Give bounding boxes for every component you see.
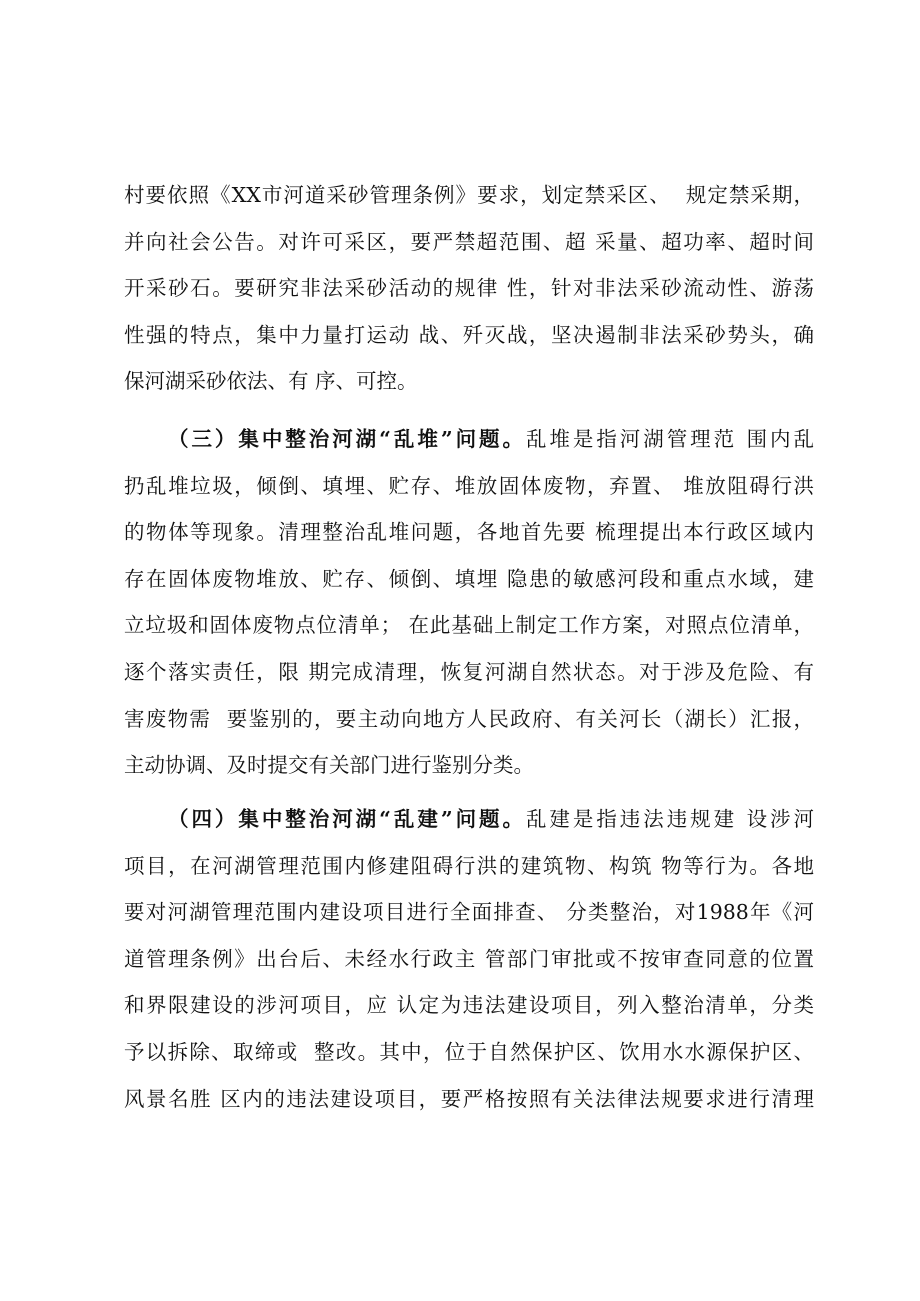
text-line: 风景名胜 区内的违法建设项目，要严格按照有关法律法规要求进行清理 <box>124 1086 814 1111</box>
text-line: 开采砂石。要研究非法采砂活动的规律 性，针对非法采砂流动性、游荡 <box>124 276 814 301</box>
paragraph-illegal-construction <box>124 796 814 1122</box>
text-line: 项目，在河湖管理范围内修建阻碍行洪的建筑物、构筑 物等行为。各地 <box>124 853 814 878</box>
text-line: 立垃圾和固体废物点位清单； 在此基础上制定工作方案，对照点位清单， <box>124 613 814 638</box>
text-line: 存在固体废物堆放、贮存、倾倒、填埋 隐患的敏感河段和重点水域，建 <box>124 566 814 591</box>
text-line: 的物体等现象。清理整治乱堆问题，各地首先要 梳理提出本行政区域内 <box>124 520 814 545</box>
paragraph-sand-mining <box>124 172 814 405</box>
paragraph-first-line <box>124 416 814 463</box>
text-run: 乱建是指违法违规建 设涉河 <box>525 807 814 831</box>
paragraph-first-line <box>124 796 814 843</box>
text-line: 道管理条例》出台后、未经水行政主 管部门审批或不按审查同意的位置 <box>124 946 814 971</box>
text-line: 和界限建设的涉河项目，应 认定为违法建设项目，列入整治清单，分类 <box>124 993 814 1018</box>
paragraph-disorderly-piling <box>124 416 814 789</box>
text-line: 逐个落实责任，限 期完成清理，恢复河湖自然状态。对于涉及危险、有 <box>124 659 814 684</box>
text-line: 要对河湖管理范围内建设项目进行全面排查、 分类整治，对1988年《河 <box>124 900 814 925</box>
text-line: 予以拆除、取缔或 整改。其中，位于自然保护区、饮用水水源保护区、 <box>124 1039 814 1064</box>
section-heading: （四）集中整治河湖“乱建”问题。 <box>168 807 526 831</box>
text-line: 扔乱堆垃圾，倾倒、填埋、贮存、堆放固体废物，弃置、 堆放阻碍行洪 <box>124 473 814 498</box>
text-line: 并向社会公告。对许可采区，要严禁超范围、超 采量、超功率、超时间 <box>124 229 814 254</box>
text-line: 主动协调、及时提交有关部门进行鉴别分类。 <box>124 753 534 778</box>
text-line: 性强的特点，集中力量打运动 战、歼灭战，坚决遏制非法采砂势头，确 <box>124 322 814 347</box>
text-line: 害废物需 要鉴别的，要主动向地方人民政府、有关河长（湖长）汇报， <box>124 706 814 731</box>
text-run: 乱堆是指河湖管理范 围内乱 <box>525 427 814 451</box>
text-line: 村要依照《XX市河道采砂管理条例》要求，划定禁采区、 规定禁采期， <box>124 183 814 207</box>
text-line: 保河湖采砂依法、有 序、可控。 <box>124 369 418 394</box>
section-heading: （三）集中整治河湖“乱堆”问题。 <box>168 427 526 451</box>
